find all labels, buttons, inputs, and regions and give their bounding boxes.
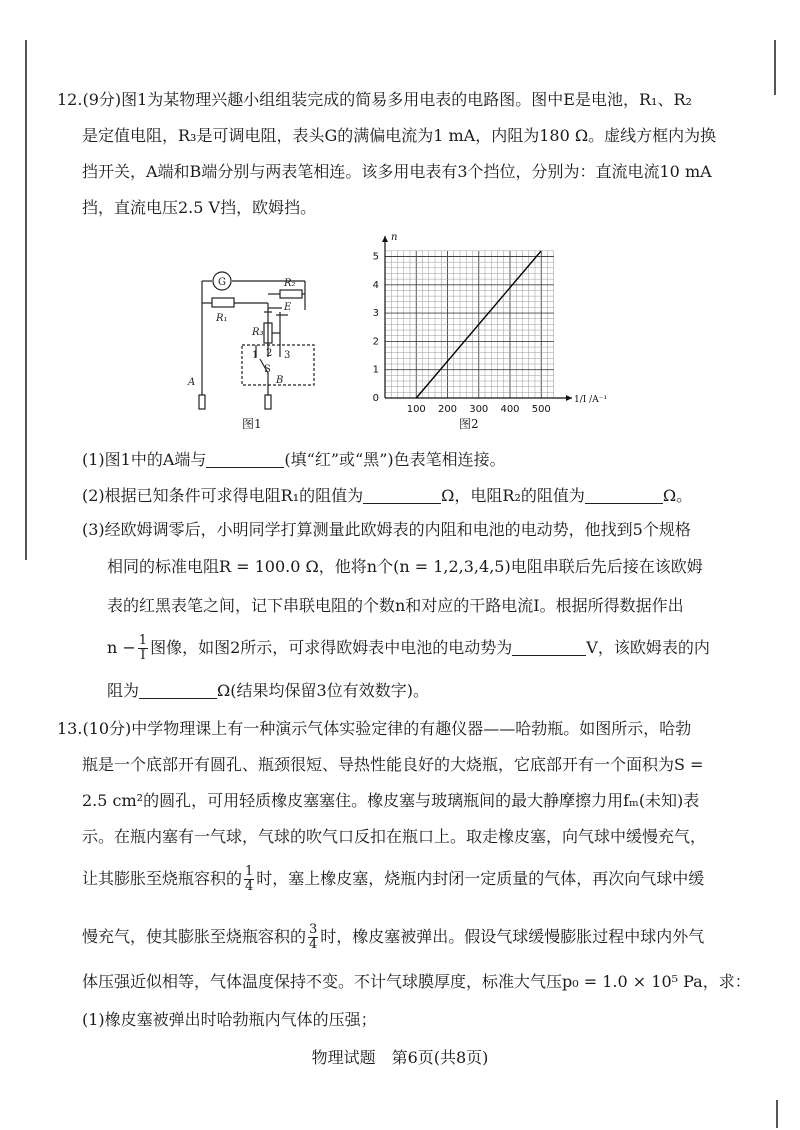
label-s: S <box>264 364 271 375</box>
q13-line2: 瓶是一个底部开有圆孔、瓶颈很短、导热性能良好的大烧瓶，它底部开有一个面积为S = <box>82 755 704 774</box>
q13-line3: 2.5 cm²的圆孔，可用轻质橡皮塞塞住。橡皮塞与玻璃瓶间的最大静摩擦力用fₘ(未知)表 <box>82 791 700 810</box>
q12-part3-line4 <box>107 634 710 663</box>
q12-part3-text-c: V，该欧姆表的内 <box>586 638 710 657</box>
q12-part3-text-5a: 阻为 <box>107 681 140 700</box>
scan-edge-line-right <box>774 40 776 95</box>
label-e: E <box>284 302 292 313</box>
q12-line1 <box>57 90 692 110</box>
x-tick-label: 200 <box>437 404 458 415</box>
fraction-one-quarter <box>244 865 254 894</box>
answer-blank-r1[interactable] <box>363 487 441 504</box>
q12-part1-text-b: (填“红”或“黑”)色表笔相连接。 <box>284 450 506 469</box>
x-axis-arrow-icon <box>566 395 572 401</box>
fraction-three-quarters <box>308 923 318 952</box>
label-r2: R₂ <box>284 278 296 289</box>
q13-part1: (1)橡皮塞被弹出时哈勃瓶内气体的压强； <box>82 1010 377 1029</box>
label-r3: R₃ <box>252 327 264 338</box>
x-tick-label: 300 <box>469 404 489 415</box>
q12-part3-line2: 相同的标准电阻R = 100.0 Ω，他将n个(n = 1,2,3,4,5)电阻串联后先后接在该欧姆 <box>107 557 703 576</box>
q13-line5-b: 时，塞上橡皮塞，烧瓶内封闭一定质量的气体，再次向气球中缓 <box>256 869 705 888</box>
label-pos1: 1 <box>252 350 259 361</box>
y-axis-label: n <box>391 232 398 243</box>
q12-part2-text-b: Ω，电阻R₂的阻值为 <box>441 486 585 505</box>
label-g: G <box>218 277 226 288</box>
q12-line2: 是定值电阻，R₃是可调电阻，表头G的满偏电流为1 mA，内阻为180 Ω。虚线方框内为换 <box>82 126 717 145</box>
label-r1: R₁ <box>216 313 228 324</box>
y-tick-label: 2 <box>372 336 379 348</box>
q13-line1 <box>57 719 691 739</box>
frac1-num: 1 <box>245 864 254 879</box>
q12-part3-n-minus: n − <box>107 638 136 657</box>
label-pos3: 3 <box>284 350 291 361</box>
q13-line4: 示。在瓶内塞有一气球，气球的吹气口反扣在瓶口上。取走橡皮塞，向气球中缓慢充气， <box>82 827 707 846</box>
q13-text-line1: (10分)中学物理课上有一种演示气体实验定律的有趣仪器——哈勃瓶。如图所示，哈勃 <box>82 719 692 738</box>
q13-line7: 体压强近似相等，气体温度保持不变。不计气球膜厚度，标准大气压p₀ = 1.0 × 10⁵ Pa，求： <box>82 972 751 991</box>
y-tick-label: 4 <box>372 279 379 291</box>
q12-text-line1: 图1为某物理兴趣小组组装完成的简易多用电表的电路图。图中E是电池，R₁、R₂ <box>121 90 692 109</box>
q12-score: (9分) <box>82 90 122 109</box>
frac2-den: 4 <box>309 937 318 952</box>
q13-line5-a: 让其膨胀至烧瓶容积的 <box>82 869 243 888</box>
q13-line5 <box>82 865 704 894</box>
q12-part1 <box>82 450 506 470</box>
x-tick-label: 500 <box>531 404 551 415</box>
answer-blank-emf[interactable] <box>512 639 586 656</box>
frac-num: 1 <box>138 633 148 648</box>
label-b: B <box>276 375 284 386</box>
q12-part3-text-5b: Ω(结果均保留3位有效数字)。 <box>217 681 429 700</box>
x-tick-label: 100 <box>406 404 426 415</box>
q12-part2 <box>82 486 692 506</box>
figure2-chart <box>355 228 608 415</box>
figure1-caption: 图1 <box>242 417 262 431</box>
q12-part2-text-a: (2)根据已知条件可求得电阻R₁的阻值为 <box>82 486 364 505</box>
y-tick-label: 1 <box>372 364 379 376</box>
frac2-num: 3 <box>309 922 318 937</box>
answer-blank-r2[interactable] <box>585 487 663 504</box>
y-tick-label: 5 <box>372 251 379 263</box>
y-tick-label: 0 <box>372 393 379 404</box>
y-tick-label: 3 <box>372 308 379 320</box>
x-tick-label: 400 <box>500 404 520 415</box>
q12-part3-line3: 表的红黑表笔之间，记下串联电阻的个数n和对应的干路电流I。根据所得数据作出 <box>107 596 684 615</box>
q13-line6-a: 慢充气，使其膨胀至烧瓶容积的 <box>82 927 307 946</box>
figure1-circuit <box>180 255 340 430</box>
q12-part3-line5 <box>107 681 429 701</box>
q12-part3-text-b: 图像，如图2所示，可求得欧姆表中电池的电动势为 <box>150 638 513 657</box>
q13-line6-b: 时，橡皮塞被弹出。假设气球缓慢膨胀过程中球内外气 <box>320 927 705 946</box>
q13-line6 <box>82 923 704 952</box>
q12-part3-line1: (3)经欧姆调零后，小明同学打算测量此欧姆表的内阻和电池的电动势，他找到5个规格 <box>82 520 691 539</box>
frac1-den: 4 <box>245 879 254 894</box>
fraction-one-over-i <box>138 634 148 663</box>
figure2-caption: 图2 <box>459 417 479 431</box>
answer-blank-internal-resistance[interactable] <box>139 682 217 699</box>
label-pos2: 2 <box>266 348 273 359</box>
page-footer: 物理试题 第6页(共8页) <box>311 1048 489 1067</box>
q12-part1-text-a: (1)图1中的A端与 <box>82 450 207 469</box>
answer-blank-pen-color[interactable] <box>206 451 284 468</box>
x-axis-label: 1/I /A⁻¹ <box>574 395 608 405</box>
q12-number: 12. <box>57 90 83 109</box>
q12-line4: 挡，直流电压2.5 V挡，欧姆挡。 <box>82 198 317 217</box>
q12-line3: 挡开关，A端和B端分别与两表笔相连。该多用电表有3个挡位，分别为：直流电流10 mA <box>82 162 712 181</box>
scan-edge-line-right-low <box>776 1100 778 1128</box>
scan-edge-line <box>25 40 27 560</box>
q13-number: 13. <box>57 719 83 738</box>
y-axis-arrow-icon <box>382 236 388 242</box>
frac-den: I <box>140 648 146 663</box>
label-a: A <box>188 377 196 388</box>
q12-part2-text-c: Ω。 <box>662 486 693 505</box>
